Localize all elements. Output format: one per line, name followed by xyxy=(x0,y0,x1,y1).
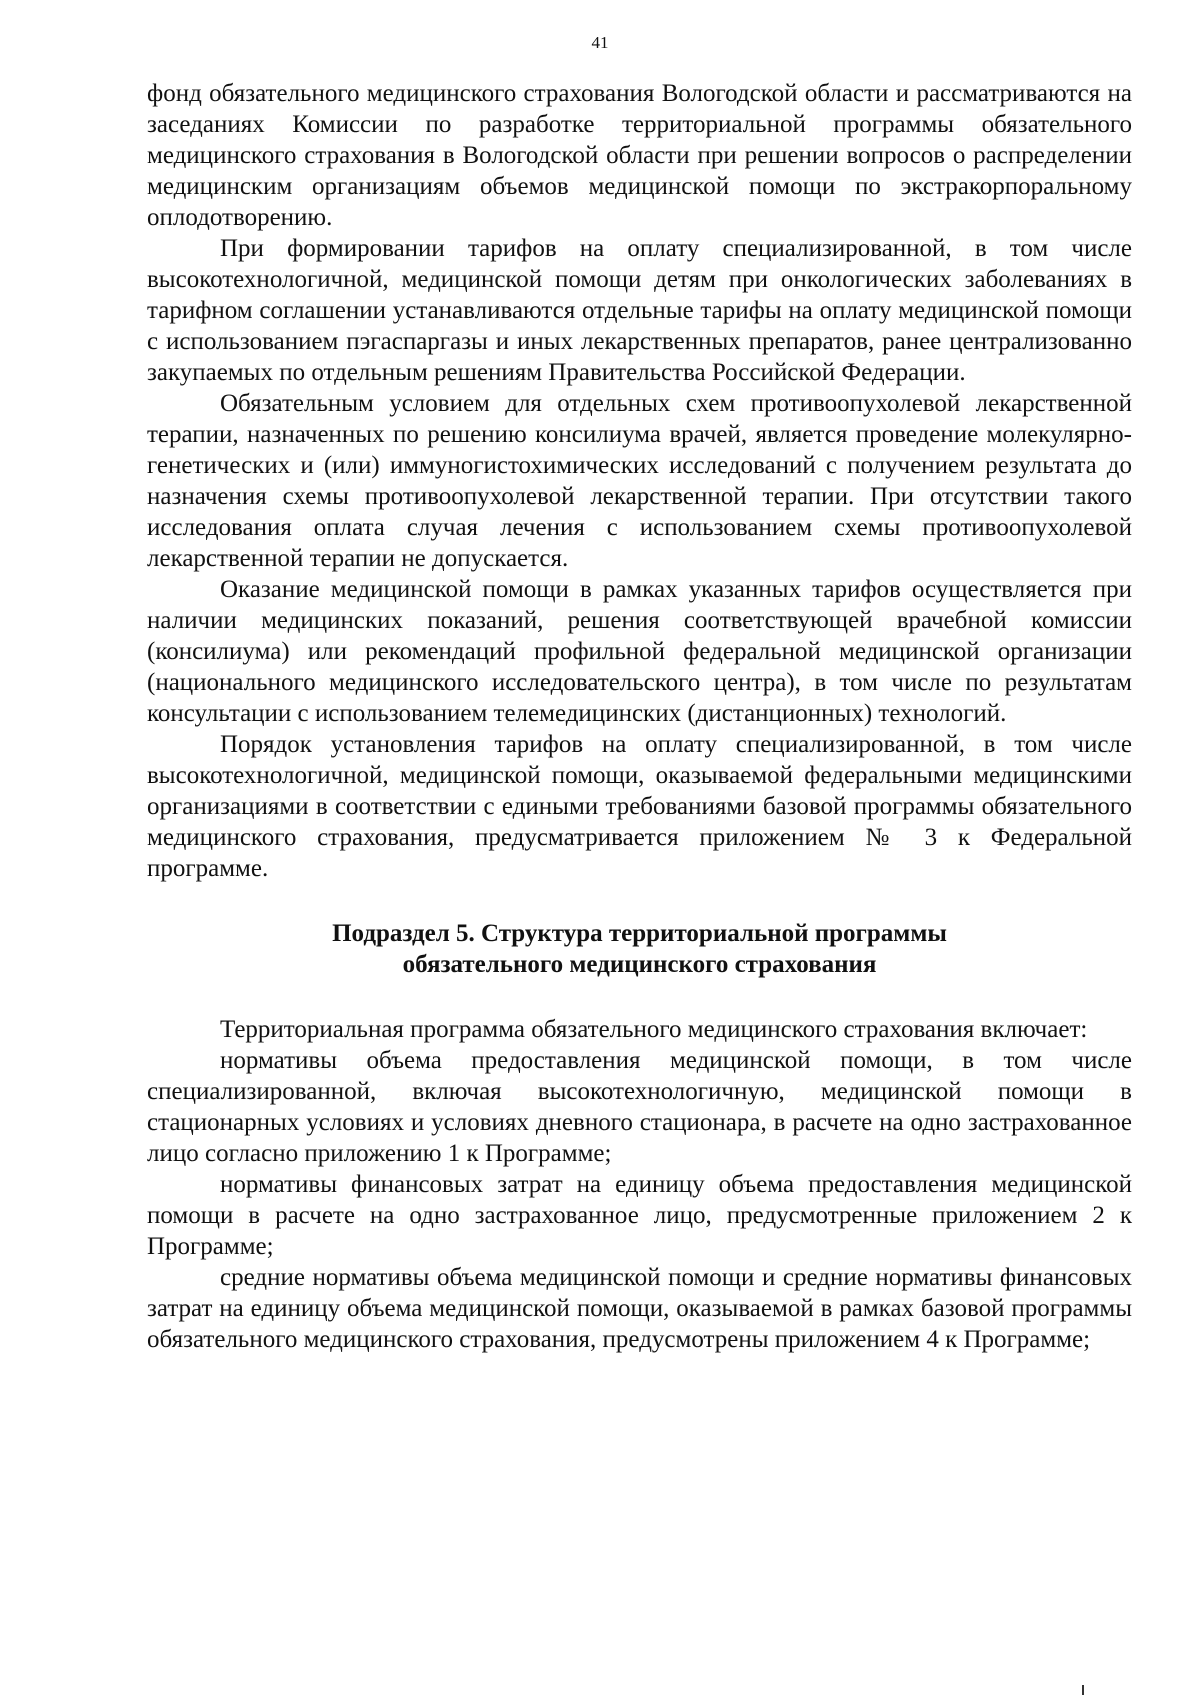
section-heading-line-2: обязательного медицинского страхования xyxy=(402,951,877,978)
paragraph-mandatory-condition: Обязательным условием для отдельных схем противоопухолевой лекарственной терапии, назначенных по решению консилиума врачей, является проведение молекулярно-генетических и (или) иммуногистохимических исследований с получением результата до назначения схемы противоопухолевой лекарственной терапии. При отсутствии такого исследования оплата случая лечения с использованием схемы противоопухолевой лекарственной терапии не допускается. xyxy=(147,390,1132,572)
list-item-cost-norms: нормативы финансовых затрат на единицу объема предоставления медицинской помощи в расчете на одно застрахованное лицо, предусмотренные приложением 2 к Программе; xyxy=(147,1171,1132,1260)
section-heading-line-1: Подраздел 5. Структура территориальной программы xyxy=(332,920,947,947)
list-item-volume-norms: нормативы объема предоставления медицинской помощи, в том числе специализированной, включая высокотехнологичную, медицинской помощи в стационарных условиях и условиях дневного стационара, в расчете на одно застрахованное лицо согласно приложению 1 к Программе; xyxy=(147,1047,1132,1167)
list-item-average-norms: средние нормативы объема медицинской помощи и средние нормативы финансовых затрат на единицу объема медицинской помощи, оказываемой в рамках базовой программы обязательного медицинского страхования, предусмотрены приложением 4 к Программе; xyxy=(147,1264,1132,1353)
paragraph-tariffs-children: При формировании тарифов на оплату специализированной, в том числе высокотехнологичной, медицинской помощи детям при онкологических заболеваниях в тарифном соглашении устанавливаются отдельные тарифы на оплату медицинской помощи с использованием пэгаспаргазы и иных лекарственных препаратов, ранее централизованно закупаемых по отдельным решениям Правительства Российской Федерации. xyxy=(147,235,1132,386)
paragraph-care-provision: Оказание медицинской помощи в рамках указанных тарифов осуществляется при наличии медицинских показаний, решения соответствующей врачебной комиссии (консилиума) или рекомендаций профильной федеральной медицинской организации (национального медицинского исследовательского центра), в том числе по результатам консультации с использованием телемедицинских (дистанционных) технологий. xyxy=(147,576,1132,727)
paragraph-tariff-procedure: Порядок установления тарифов на оплату специализированной, в том числе высокотехнологичной, медицинской помощи, оказываемой федеральными медицинскими организациями в соответствии с едиными требованиями базовой программы обязательного медицинского страхования, предусматривается приложением № 3 к Федеральной программе. xyxy=(147,731,1132,882)
document-body xyxy=(147,78,1132,1355)
scan-mark xyxy=(1082,1685,1084,1695)
page-number: 41 xyxy=(591,33,609,52)
paragraph-program-includes: Территориальная программа обязательного медицинского страхования включает: xyxy=(220,1016,1088,1043)
paragraph-continuation: фонд обязательного медицинского страхования Вологодской области и рассматриваются на заседаниях Комиссии по разработке территориальной программы обязательного медицинского страхования в Вологодской области при решении вопросов о распределении медицинским организациям объемов медицинской помощи по экстракорпоральному оплодотворению. xyxy=(147,80,1132,231)
section-heading xyxy=(147,918,1132,980)
